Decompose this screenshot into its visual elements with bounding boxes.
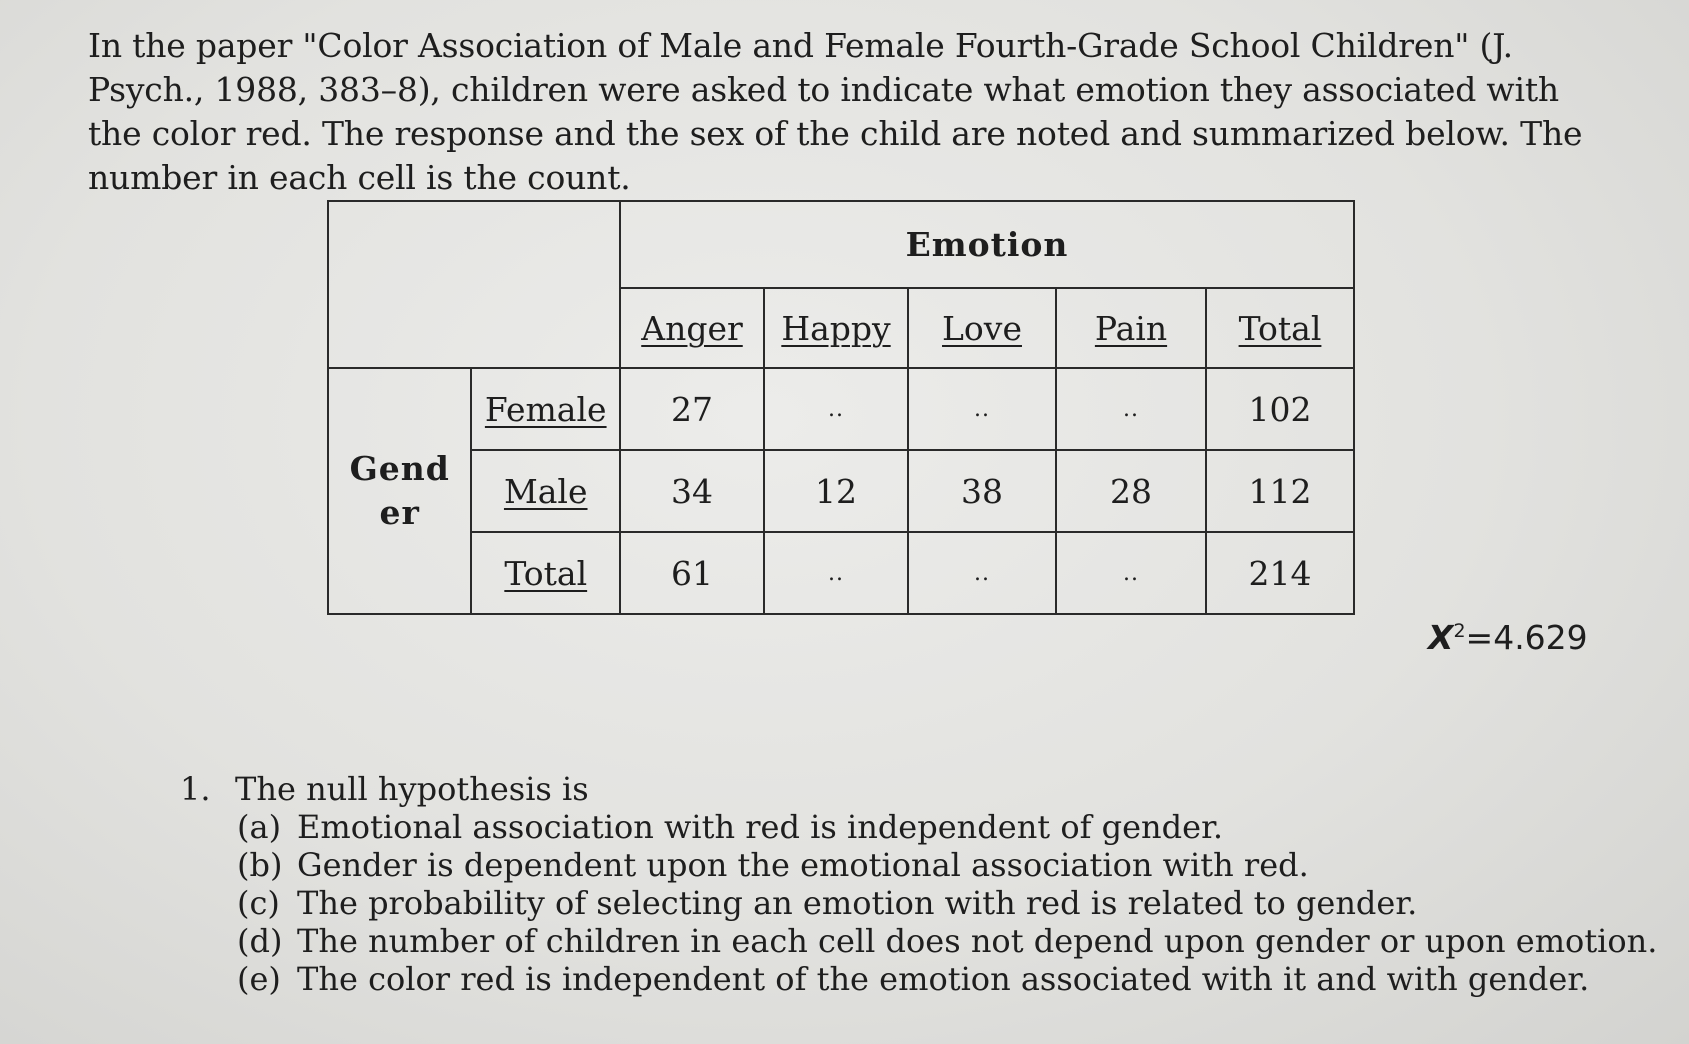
table-cell: ..: [908, 532, 1056, 614]
table-cell: 28: [1056, 450, 1206, 532]
question-number: 1.: [180, 770, 211, 808]
chi-exponent: 2: [1453, 620, 1466, 642]
chi-value: =4.629: [1465, 618, 1588, 657]
table-cell: 38: [908, 450, 1056, 532]
emotion-header: Emotion: [620, 201, 1354, 288]
contingency-table: [327, 200, 1355, 615]
row-label-male: Male: [471, 450, 620, 532]
column-header-love: Love: [908, 288, 1056, 368]
question-prompt: [180, 770, 1657, 808]
question-text: The null hypothesis is: [235, 770, 589, 808]
table-cell: ..: [1056, 532, 1206, 614]
empty-corner-cell: [328, 201, 620, 368]
table-cell: 12: [764, 450, 908, 532]
table-cell: ..: [764, 368, 908, 450]
table-cell: 102: [1206, 368, 1354, 450]
answer-option-b: (b) Gender is dependent upon the emotional association with red.: [237, 846, 1309, 884]
column-header-anger: Anger: [620, 288, 764, 368]
row-label-total: Total: [471, 532, 620, 614]
table-cell: 27: [620, 368, 764, 450]
row-label-female: Female: [471, 368, 620, 450]
column-header-happy: Happy: [764, 288, 908, 368]
table-cell: ..: [1056, 368, 1206, 450]
table-cell: 112: [1206, 450, 1354, 532]
table-cell: 214: [1206, 532, 1354, 614]
answer-option-a: (a) Emotional association with red is independent of gender.: [237, 808, 1224, 846]
answer-option-e: (e) The color red is independent of the emotion associated with it and with gender.: [237, 960, 1590, 998]
table-cell: ..: [908, 368, 1056, 450]
intro-paragraph: In the paper "Color Association of Male and Female Fourth-Grade School Children" (J. Psych., 1988, 383–8), children were asked to indicate what emotion they associated with the color red. The response and the sex of the child are noted and summarized below. The number in each cell is the count.: [88, 26, 1583, 197]
table-cell: 61: [620, 532, 764, 614]
chi-square-statistic: [1428, 618, 1588, 657]
answer-option-d: (d) The number of children in each cell does not depend upon gender or upon emotion.: [237, 922, 1658, 960]
chi-symbol: X: [1428, 618, 1454, 657]
column-header-total: Total: [1206, 288, 1354, 368]
column-header-pain: Pain: [1056, 288, 1206, 368]
gender-row-group-label: Gender: [328, 368, 471, 614]
table-cell: 34: [620, 450, 764, 532]
table-cell: ..: [764, 532, 908, 614]
answer-option-c: (c) The probability of selecting an emotion with red is related to gender.: [237, 884, 1418, 922]
question-block: [180, 770, 1657, 998]
